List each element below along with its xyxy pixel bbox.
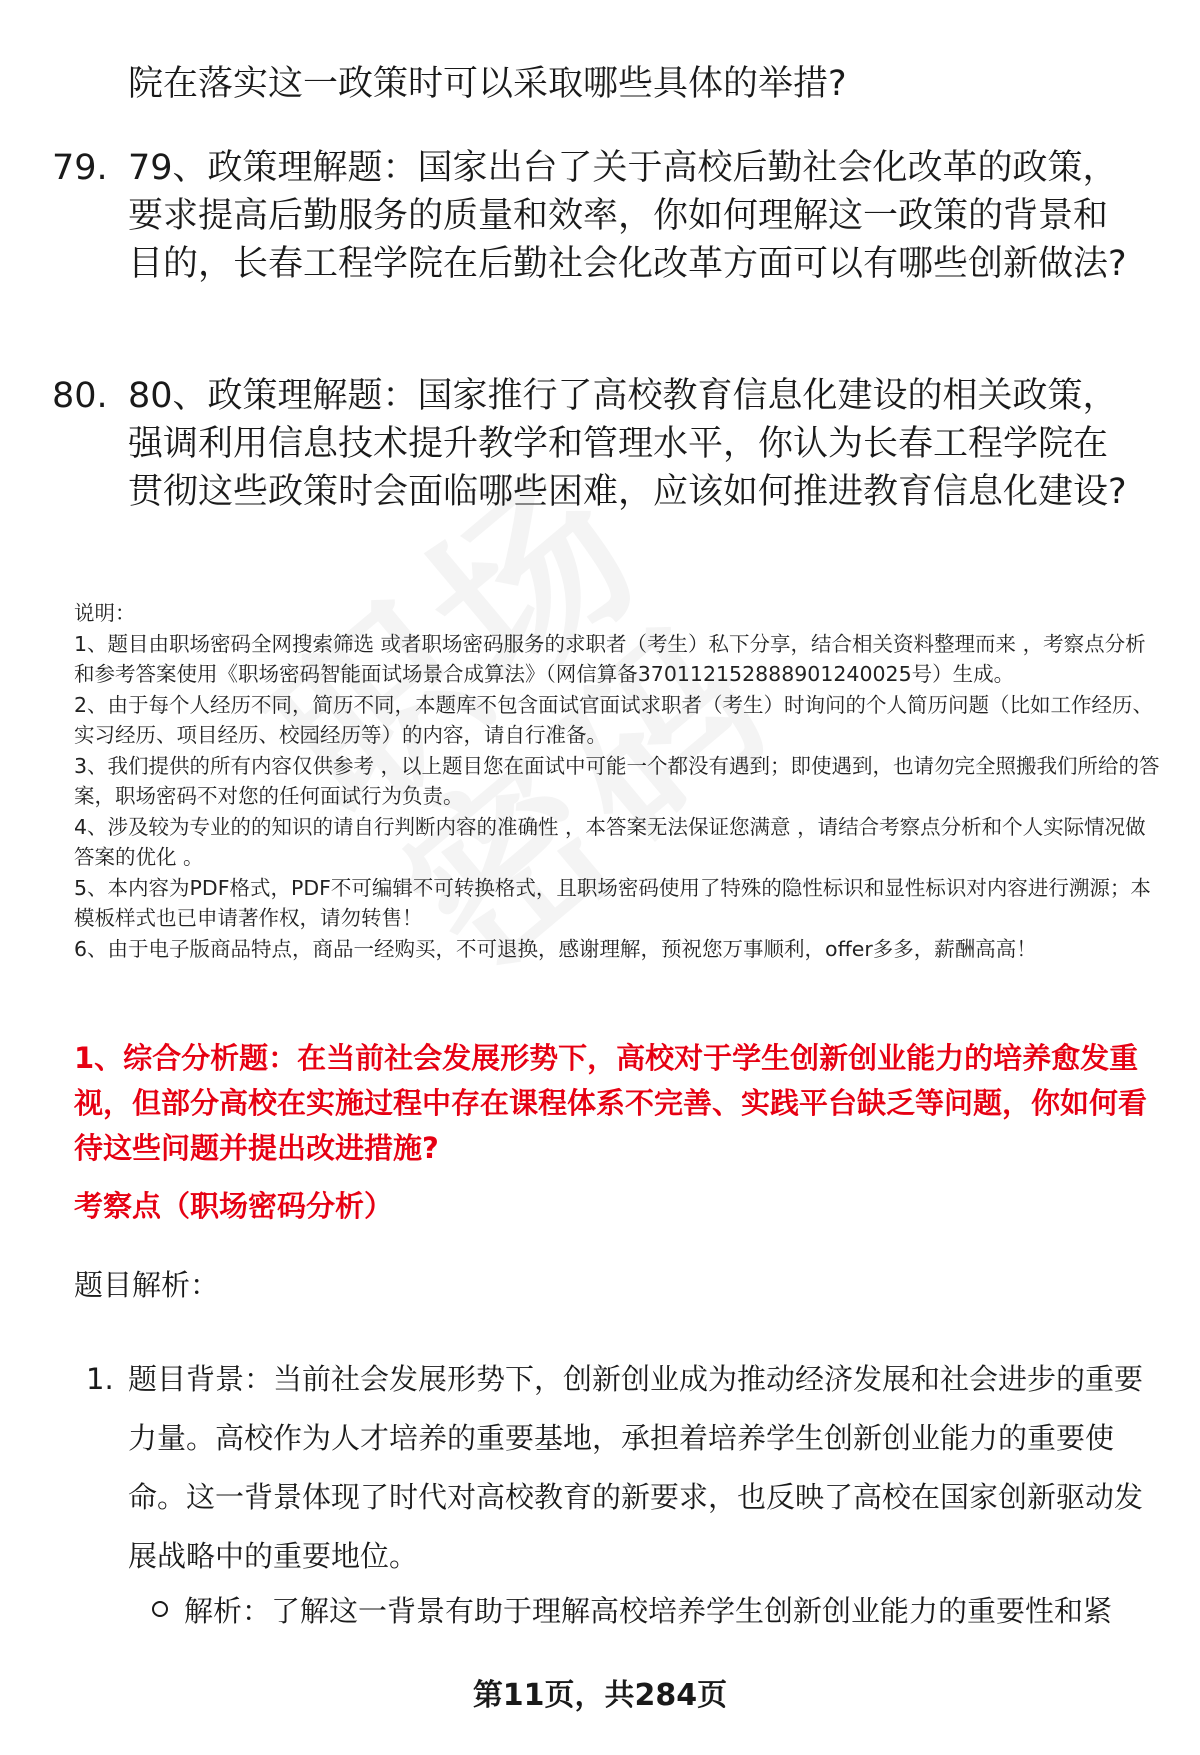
notes-section <box>74 598 1162 964</box>
question-item-80 <box>52 372 1152 516</box>
question-text: 80、政策理解题：国家推行了高校教育信息化建设的相关政策，强调利用信息技术提升教学和管理水平，你认为长春工程学院在贯彻这些政策时会面临哪些困难，应该如何推进教育信息化建设? <box>128 376 1127 512</box>
continuation-text: 院在落实这一政策时可以采取哪些具体的举措? <box>128 64 847 104</box>
question-item-79 <box>52 144 1152 288</box>
note-item: 2、由于每个人经历不同，简历不同，本题库不包含面试官面试求职者（考生）时询问的个人简历问题（比如工作经历、实习经历、项目经历、校园经历等）的内容，请自行准备。 <box>74 692 1154 747</box>
list-item-text: 题目背景：当前社会发展形势下，创新创业成为推动经济发展和社会进步的重要力量。高校作为人才培养的重要基地，承担着培养学生创新创业能力的重要使命。这一背景体现了时代对高校教育的新要求，也反映了高校在国家创新驱动发展战略中的重要地位。 <box>128 1362 1144 1573</box>
note-item: 5、本内容为PDF格式，PDF不可编辑不可转换格式，且职场密码使用了特殊的隐性标识和显性标识对内容进行溯源；本模板样式也已申请著作权，请勿转售！ <box>74 875 1151 930</box>
note-item: 1、题目由职场密码全网搜索筛选 或者职场密码服务的求职者（考生）私下分享，结合相关资料整理而来 ，考察点分析和参考答案使用《职场密码智能面试场景合成算法》（网信算备370112152888901240025号）生成。 <box>74 631 1146 686</box>
page-footer: 第11页，共284页 <box>472 1678 728 1713</box>
notes-heading: 说明： <box>74 601 136 625</box>
list-number: 1. <box>86 1362 114 1396</box>
bullet-circle-icon <box>152 1601 168 1617</box>
note-item: 4、涉及较为专业的的知识的请自行判断内容的准确性 ，本答案无法保证您满意 ，请结合考察点分析和个人实际情况做答案的优化 。 <box>74 814 1146 869</box>
question-number: 79. <box>52 148 108 188</box>
analysis-list-item <box>86 1350 1156 1586</box>
note-item: 6、由于电子版商品特点，商品一经购买，不可退换，感谢理解，预祝您万事顺利，offer多多，薪酬高高！ <box>74 936 1037 961</box>
sub-bullet-item <box>152 1589 1162 1633</box>
exam-point-heading: 考察点（职场密码分析） <box>74 1189 394 1223</box>
main-question-title: 1、综合分析题：在当前社会发展形势下，高校对于学生创新创业能力的培养愈发重视，但部分高校在实施过程中存在课程体系不完善、实践平台缺乏等问题，你如何看待这些问题并提出改进措施? <box>74 1041 1148 1165</box>
sub-bullet-text: 解析：了解这一背景有助于理解高校培养学生创新创业能力的重要性和紧 <box>184 1594 1113 1628</box>
analysis-label: 题目解析： <box>74 1268 220 1302</box>
note-item: 3、我们提供的所有内容仅供参考 ，以上题目您在面试中可能一个都没有遇到；即使遇到，也请勿完全照搬我们所给的答案，职场密码不对您的任何面试行为负责。 <box>74 753 1160 808</box>
question-text: 79、政策理解题：国家出台了关于高校后勤社会化改革的政策，要求提高后勤服务的质量和效率，你如何理解这一政策的背景和目的，长春工程学院在后勤社会化改革方面可以有哪些创新做法? <box>128 148 1127 284</box>
question-number: 80. <box>52 376 108 416</box>
